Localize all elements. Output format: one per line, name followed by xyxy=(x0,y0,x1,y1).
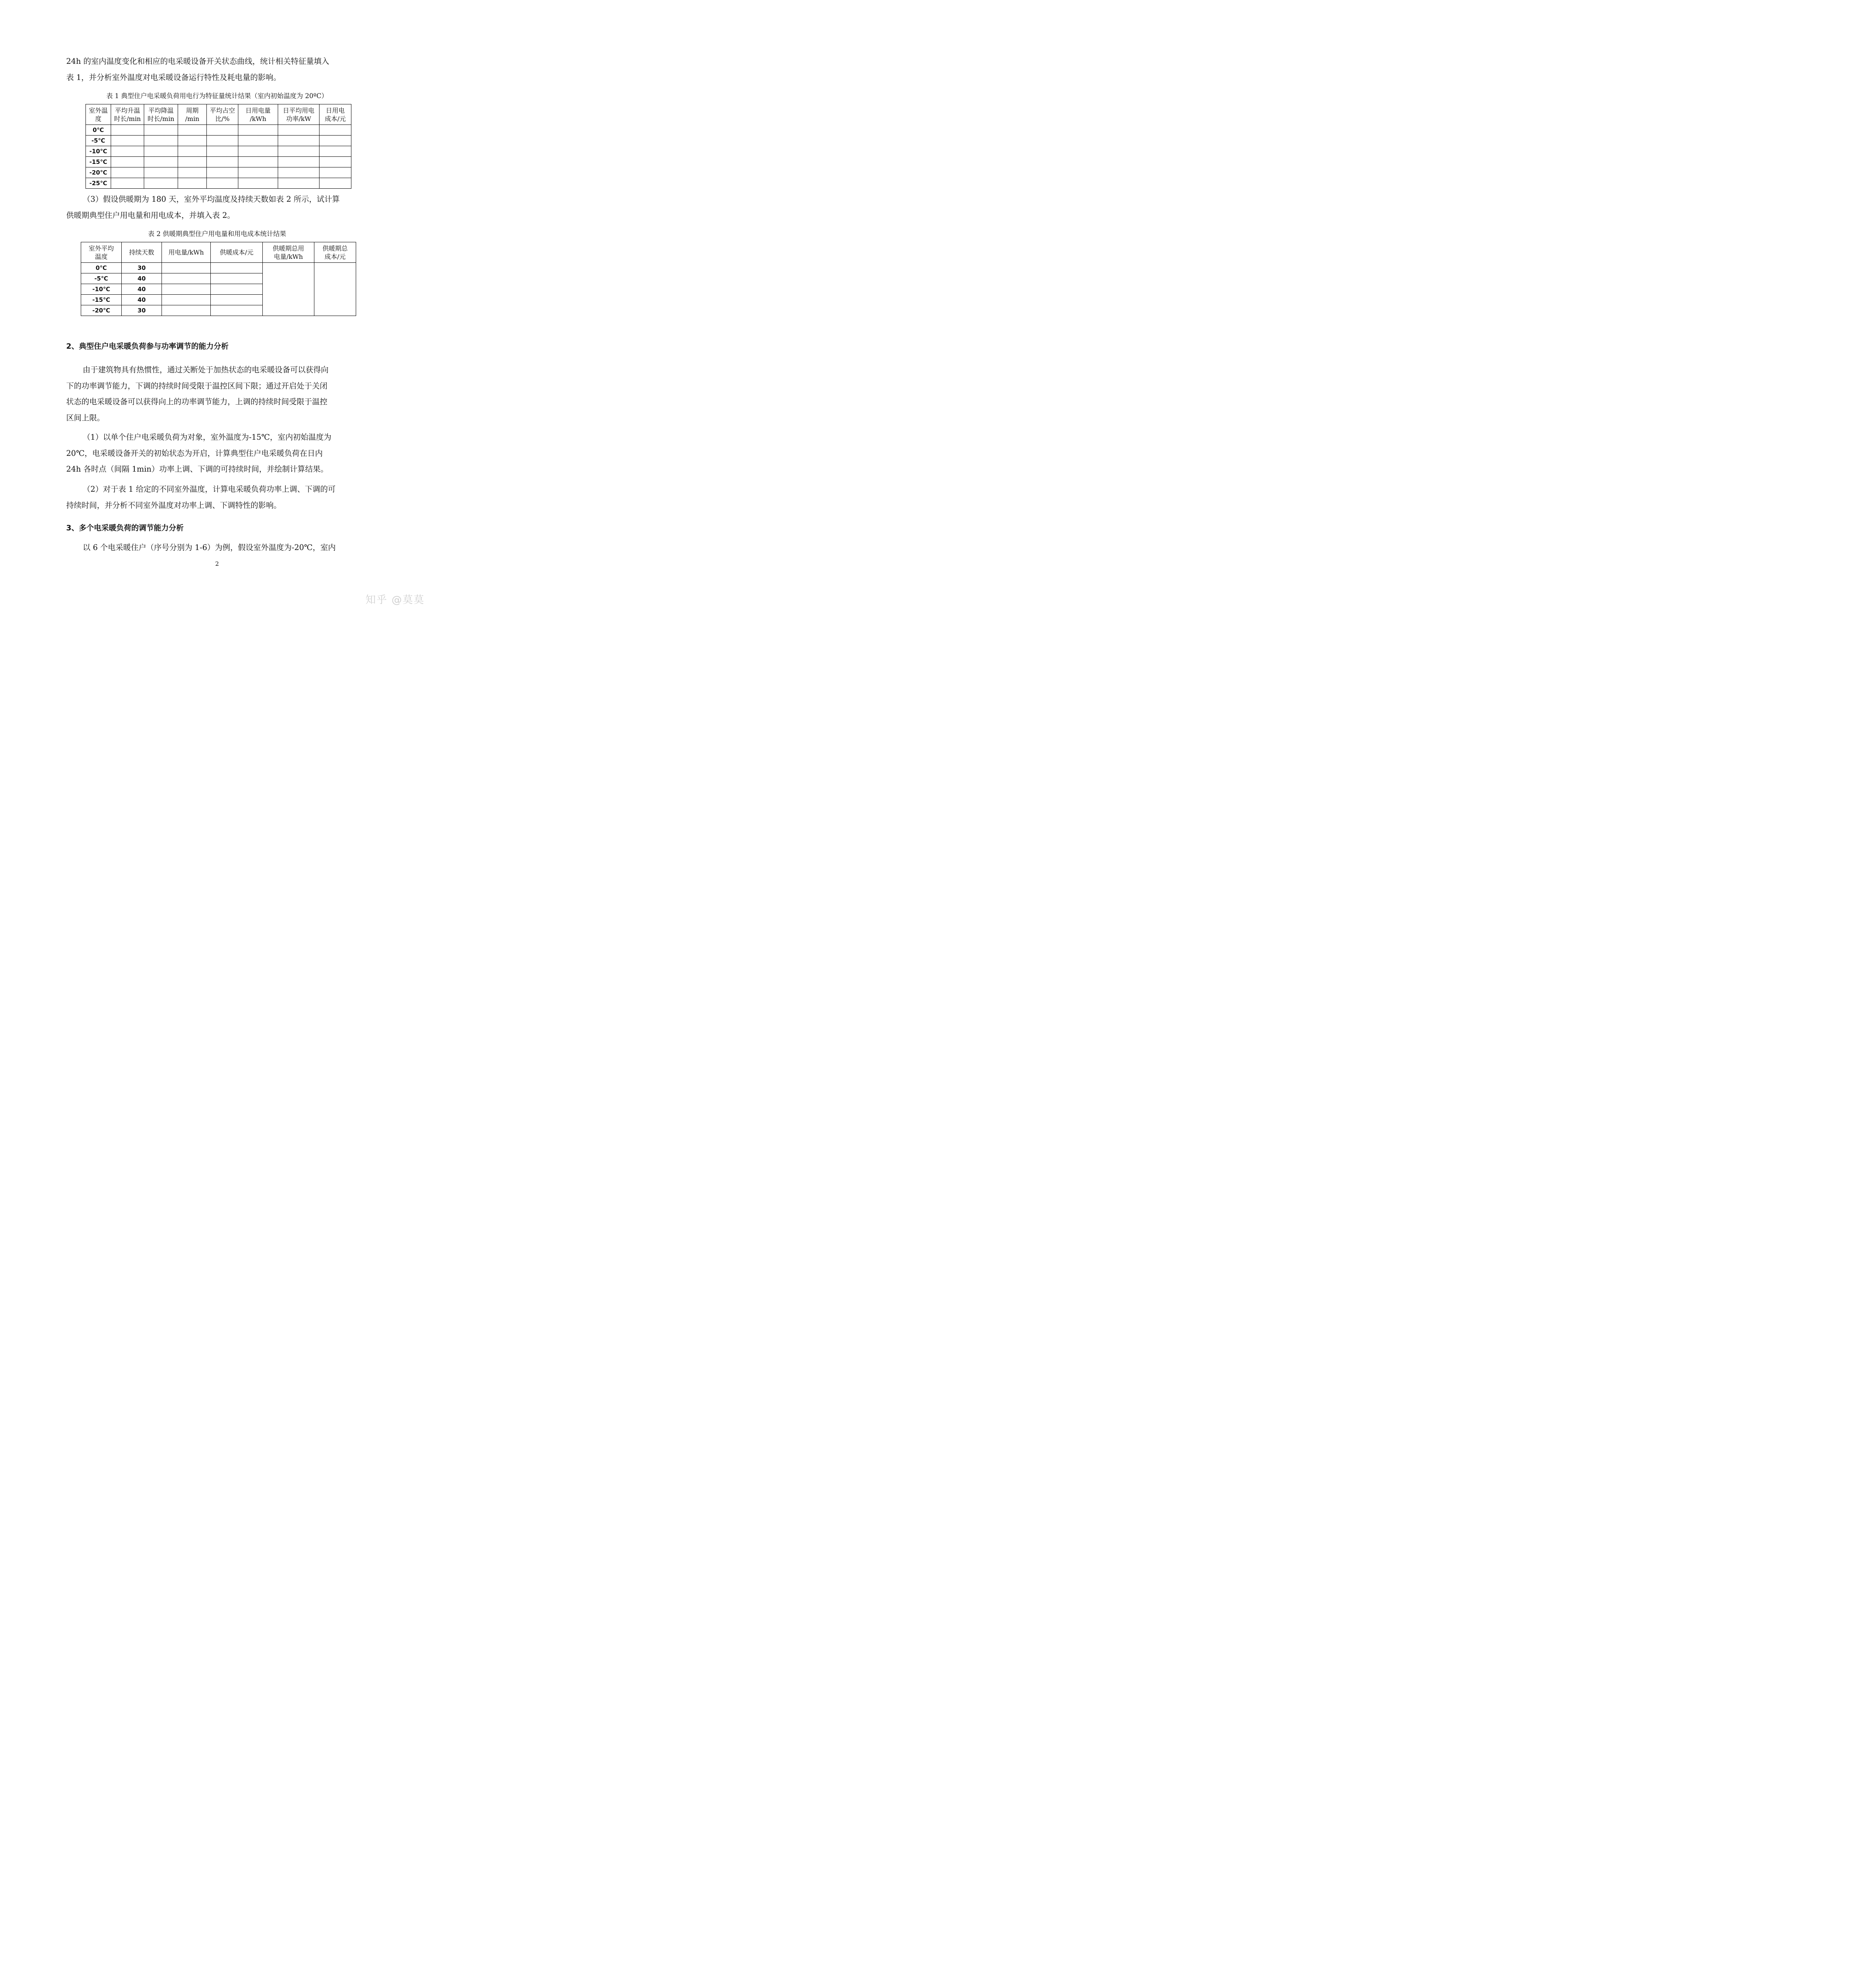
table2-temp-cell: 0℃ xyxy=(81,263,122,273)
table1-temp-cell: -15℃ xyxy=(86,157,111,167)
table-cell xyxy=(238,136,278,146)
table1 xyxy=(85,104,351,189)
table-cell xyxy=(178,136,207,146)
table-cell xyxy=(319,167,351,178)
section-2-paragraph-3 xyxy=(66,481,372,513)
table-row xyxy=(86,157,351,167)
table-cell xyxy=(144,167,178,178)
table2 xyxy=(81,242,356,316)
watermark: 知乎 @莫莫 xyxy=(365,594,425,606)
text-line: 状态的电采暖设备可以获得向上的功率调节能力，上调的持续时间受限于温控 xyxy=(66,397,328,406)
table1-header-row xyxy=(86,104,351,125)
table-row xyxy=(86,136,351,146)
table1-header-cell: 室外温 度 xyxy=(86,104,111,125)
text-line: 20℃，电采暖设备开关的初始状态为开启，计算典型住户电采暖负荷在日内 xyxy=(66,448,323,458)
table1-header-cell: 平均降温 时长/min xyxy=(144,104,178,125)
table2-header-cell: 供暖期总用 电量/kWh xyxy=(263,242,314,263)
table-cell xyxy=(144,146,178,157)
table-cell xyxy=(211,284,263,295)
text-line: （3）假设供暖期为 180 天，室外平均温度及持续天数如表 2 所示，试计算 xyxy=(83,195,340,204)
section-2-paragraph-2 xyxy=(66,429,372,478)
table-cell xyxy=(111,157,144,167)
text-line: 24h 的室内温度变化和相应的电采暖设备开关状态曲线，统计相关特征量填入 xyxy=(66,57,329,66)
table2-days-cell: 30 xyxy=(122,305,162,316)
table1-header-cell: 平均占空 比/% xyxy=(207,104,238,125)
table-cell xyxy=(211,295,263,305)
table-cell xyxy=(278,157,319,167)
table-cell xyxy=(207,167,238,178)
table-cell xyxy=(211,273,263,284)
text-line: 表 1，并分析室外温度对电采暖设备运行特性及耗电量的影响。 xyxy=(66,72,281,82)
table-row xyxy=(81,263,356,273)
table-cell xyxy=(178,146,207,157)
table2-header-cell: 用电量/kWh xyxy=(162,242,211,263)
table-cell xyxy=(278,146,319,157)
table-cell xyxy=(278,178,319,189)
table2-temp-cell: -10℃ xyxy=(81,284,122,295)
table-cell xyxy=(211,263,263,273)
table-cell xyxy=(319,136,351,146)
table-cell xyxy=(162,263,211,273)
page-number: 2 xyxy=(215,560,219,567)
table2-temp-cell: -20℃ xyxy=(81,305,122,316)
table-cell xyxy=(211,305,263,316)
table2-header-cell: 室外平均 温度 xyxy=(81,242,122,263)
table-cell xyxy=(144,125,178,136)
table-cell xyxy=(238,167,278,178)
table-cell xyxy=(278,167,319,178)
table-cell xyxy=(111,178,144,189)
section-2-paragraph-1 xyxy=(66,362,372,426)
table2-days-cell: 40 xyxy=(122,295,162,305)
table-cell xyxy=(111,136,144,146)
text-line: 区间上限。 xyxy=(66,413,105,422)
table1-caption: 表 1 典型住户电采暖负荷用电行为特征量统计结果（室内初始温度为 20ºC） xyxy=(106,92,328,100)
table-cell xyxy=(207,178,238,189)
table-row xyxy=(86,178,351,189)
table-cell xyxy=(207,125,238,136)
table-cell xyxy=(238,125,278,136)
text-line: 下的功率调节能力，下调的持续时间受限于温控区间下限；通过开启处于关闭 xyxy=(66,381,328,390)
table-cell xyxy=(207,136,238,146)
table-cell xyxy=(162,295,211,305)
table-cell xyxy=(278,136,319,146)
table2-temp-cell: -15℃ xyxy=(81,295,122,305)
text-line: 24h 各时点（间隔 1min）功率上调、下调的可持续时间，并绘制计算结果。 xyxy=(66,465,328,474)
table-cell xyxy=(319,157,351,167)
text-line: 由于建筑物具有热惯性，通过关断处于加热状态的电采暖设备可以获得向 xyxy=(83,365,329,374)
text-line: 以 6 个电采暖住户（序号分别为 1-6）为例，假设室外温度为-20℃，室内 xyxy=(83,543,336,552)
table-cell xyxy=(178,167,207,178)
table2-header-cell: 持续天数 xyxy=(122,242,162,263)
table2-days-cell: 40 xyxy=(122,284,162,295)
table-cell xyxy=(238,146,278,157)
table-cell xyxy=(178,125,207,136)
table1-temp-cell: 0℃ xyxy=(86,125,111,136)
table-cell xyxy=(238,157,278,167)
table-cell xyxy=(178,178,207,189)
section-3-title: 3、多个电采暖负荷的调节能力分析 xyxy=(66,524,184,532)
table1-temp-cell: -20℃ xyxy=(86,167,111,178)
table2-days-cell: 30 xyxy=(122,263,162,273)
section-3-paragraph-1 xyxy=(66,540,372,556)
table-row xyxy=(86,125,351,136)
table2-header-row xyxy=(81,242,356,263)
table-cell xyxy=(144,136,178,146)
table2-total-energy-cell xyxy=(263,263,314,316)
table2-caption: 表 2 供暖期典型住户用电量和用电成本统计结果 xyxy=(148,230,286,238)
table-cell xyxy=(144,157,178,167)
table-cell xyxy=(238,178,278,189)
table-cell xyxy=(162,284,211,295)
table-cell xyxy=(207,157,238,167)
table1-header-cell: 日平均用电 功率/kW xyxy=(278,104,319,125)
table-cell xyxy=(162,305,211,316)
table2-header-cell: 供暖期总 成本/元 xyxy=(314,242,356,263)
table1-header-cell: 平均升温 时长/min xyxy=(111,104,144,125)
table-cell xyxy=(162,273,211,284)
table2-days-cell: 40 xyxy=(122,273,162,284)
text-line: 持续时间，并分析不同室外温度对功率上调、下调特性的影响。 xyxy=(66,500,282,510)
text-line: （1）以单个住户电采暖负荷为对象，室外温度为-15℃，室内初始温度为 xyxy=(83,433,332,442)
question-3-paragraph xyxy=(66,191,372,223)
table1-temp-cell: -5℃ xyxy=(86,136,111,146)
table1-header-cell: 日用电量 /kWh xyxy=(238,104,278,125)
table2-total-cost-cell xyxy=(314,263,356,316)
text-line: 供暖期典型住户用电量和用电成本，并填入表 2。 xyxy=(66,210,235,220)
table-cell xyxy=(319,125,351,136)
table-cell xyxy=(319,146,351,157)
table2-temp-cell: -5℃ xyxy=(81,273,122,284)
text-line: （2）对于表 1 给定的不同室外温度，计算电采暖负荷功率上调、下调的可 xyxy=(83,485,336,494)
table-cell xyxy=(111,146,144,157)
table1-temp-cell: -10℃ xyxy=(86,146,111,157)
table-cell xyxy=(111,125,144,136)
table-row xyxy=(86,146,351,157)
intro-paragraph xyxy=(66,54,372,85)
table1-temp-cell: -25℃ xyxy=(86,178,111,189)
table-cell xyxy=(207,146,238,157)
table-row xyxy=(86,167,351,178)
table-cell xyxy=(278,125,319,136)
table1-header-cell: 日用电 成本/元 xyxy=(319,104,351,125)
table-cell xyxy=(319,178,351,189)
table2-header-cell: 供暖成本/元 xyxy=(211,242,263,263)
table-cell xyxy=(178,157,207,167)
table-cell xyxy=(111,167,144,178)
document-page xyxy=(0,0,434,613)
table1-header-cell: 周期 /min xyxy=(178,104,207,125)
section-2-title: 2、典型住户电采暖负荷参与功率调节的能力分析 xyxy=(66,342,229,351)
table-cell xyxy=(144,178,178,189)
